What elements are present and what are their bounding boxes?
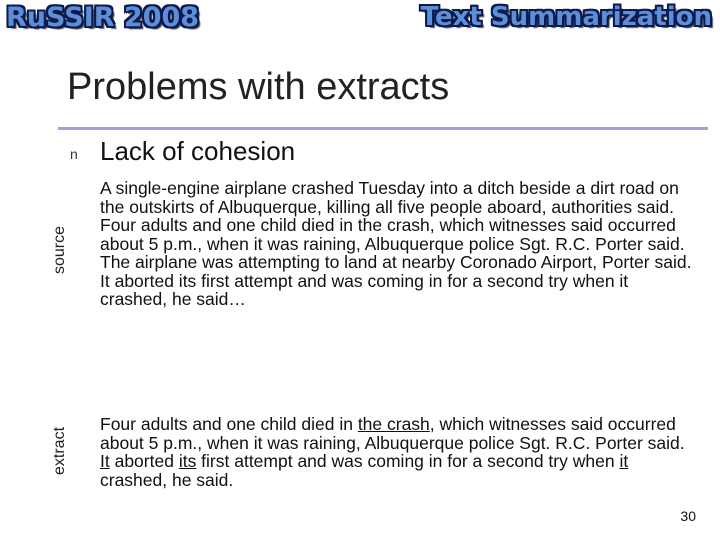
source-sentence: It aborted its first attempt and was coming in for a second try when it crashed, he said… xyxy=(100,270,629,309)
extract-text-fragment: first attempt and was coming in for a second try when xyxy=(196,451,620,471)
extract-text xyxy=(100,415,700,489)
dangling-pronoun: it xyxy=(619,451,629,471)
page-number: 30 xyxy=(680,508,696,524)
slide-title: Problems with extracts xyxy=(67,66,450,108)
source-sentence: Four adults and one child died in the crash, which witnesses said occurred about 5 p.m., when it was raining, Albuquerque police Sgt. R.C. Porter said. xyxy=(100,215,685,254)
source-sentence: A single-engine airplane crashed Tuesday into a ditch beside a dirt road on the outskirts of Albuquerque, killing all five people aboard, authorities said. xyxy=(100,178,679,217)
extract-text-fragment: aborted xyxy=(109,451,179,471)
bullet-square-icon: n xyxy=(70,146,78,162)
extract-label: extract xyxy=(51,426,68,475)
dangling-reference: the crash xyxy=(357,414,430,434)
dangling-pronoun: It xyxy=(100,451,110,471)
extract-sentence xyxy=(100,415,700,452)
extract-sentence xyxy=(100,452,700,489)
source-text xyxy=(100,179,700,309)
text-summarization-logo: Text Summarization xyxy=(420,2,712,32)
russir-logo: RuSSIR 2008 xyxy=(6,2,200,33)
source-label: source xyxy=(51,225,68,274)
extract-text-fragment: crashed, he said. xyxy=(100,469,234,490)
dangling-pronoun: its xyxy=(178,451,197,471)
title-divider xyxy=(58,127,708,130)
bullet-lack-of-cohesion: Lack of cohesion xyxy=(100,136,296,166)
extract-text-fragment: Four adults and one child died in xyxy=(100,414,358,434)
source-sentence: The airplane was attempting to land at nearby Coronado Airport, Porter said. xyxy=(100,252,692,272)
extract-text-fragment: , which witnesses said occurred about 5 p.m., when it was raining, Albuquerque police Sgt. R.C. Porter said. xyxy=(100,414,685,453)
